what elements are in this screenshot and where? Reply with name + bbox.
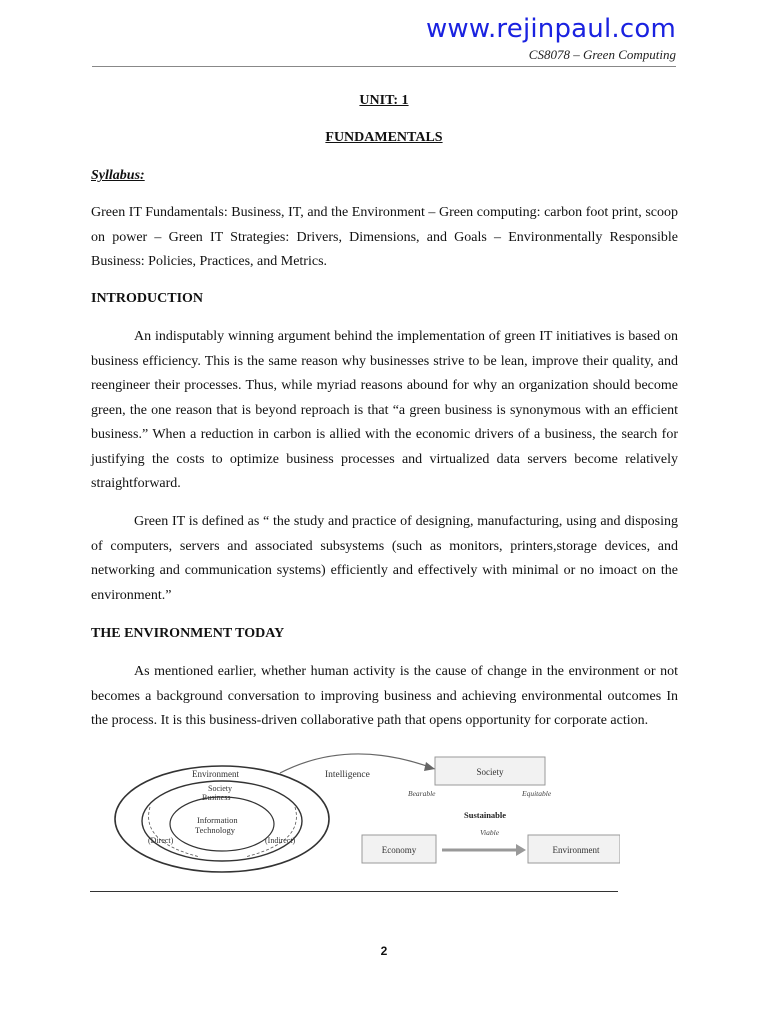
section-title: FUNDAMENTALS <box>325 130 443 145</box>
sustainable-label: Sustainable <box>464 810 507 820</box>
circle-label-information: Information <box>197 815 238 825</box>
economy-box-label: Economy <box>381 845 417 855</box>
intelligence-label: Intelligence <box>325 770 370 780</box>
arrow-head-icon <box>424 762 435 771</box>
circle-label-society: Society <box>208 784 232 793</box>
viable-label: Viable <box>480 828 500 837</box>
page-number: 2 <box>380 944 388 958</box>
circle-label-business: Business <box>202 793 231 802</box>
bearable-label: Bearable <box>408 789 436 798</box>
unit-title: UNIT: 1 <box>359 93 409 108</box>
environment-today-paragraph: As mentioned earlier, whether human activity is the cause of change in the environment or not becomes a background conversation to improving business and achieving environmental outcomes In the process. It is this business-driven collaborative path that opens opportunity for corporate action. <box>91 664 678 728</box>
society-box <box>435 757 545 785</box>
society-box-label: Society <box>476 767 504 777</box>
figure-divider <box>90 891 618 892</box>
syllabus-label: Syllabus: <box>91 168 145 183</box>
site-url[interactable]: www.rejinpaul.com <box>425 14 676 44</box>
environment-today-heading: THE ENVIRONMENT TODAY <box>91 626 285 641</box>
header-divider <box>92 66 676 67</box>
equitable-label: Equitable <box>522 789 552 798</box>
environment-box <box>528 835 620 863</box>
introduction-paragraph-2: Green IT is defined as “ the study and practice of designing, manufacturing, using and disposing of computers, servers and associated subsystems (such as monitors, printers,storage devices, and networking and communication systems) efficiently and effectively with minimal or no imoact on the environment.” <box>91 514 678 603</box>
circle-label-indirect: (Indirect) <box>265 836 296 845</box>
introduction-heading: INTRODUCTION <box>91 291 204 306</box>
arrow-right-icon <box>516 844 526 856</box>
economy-box <box>362 835 436 863</box>
environment-box-label: Environment <box>552 845 600 855</box>
sustainability-figure <box>90 747 620 877</box>
circle-label-environment: Environment <box>192 769 239 779</box>
course-title: CS8078 – Green Computing <box>528 47 676 62</box>
syllabus-text: Green IT Fundamentals: Business, IT, and the Environment – Green computing: carbon foot print, scoop on power – Green IT Strategies: Drivers, Dimensions, and Goals – Environmentally Responsible Business: Policies, Practices, and Metrics. <box>91 205 678 269</box>
circle-label-direct: (Direct) <box>148 836 174 845</box>
circle-label-technology: Technology <box>195 825 236 835</box>
concentric-circles-diagram <box>115 766 329 872</box>
introduction-paragraph-1: An indisputably winning argument behind the implementation of green IT initiatives is based on business efficiency. This is the same reason why businesses strive to be lean, improve their quality, and reengineer their processes. Thus, while myriad reasons abound for why an organization should become green, the one reason that is beyond reproach is that “a green business is synonymous with an efficient business.” When a reduction in carbon is allied with the economic drivers of a business, the search for justifying the costs to optimize business processes and virtualized data servers become relatively straightforward. <box>91 329 678 491</box>
